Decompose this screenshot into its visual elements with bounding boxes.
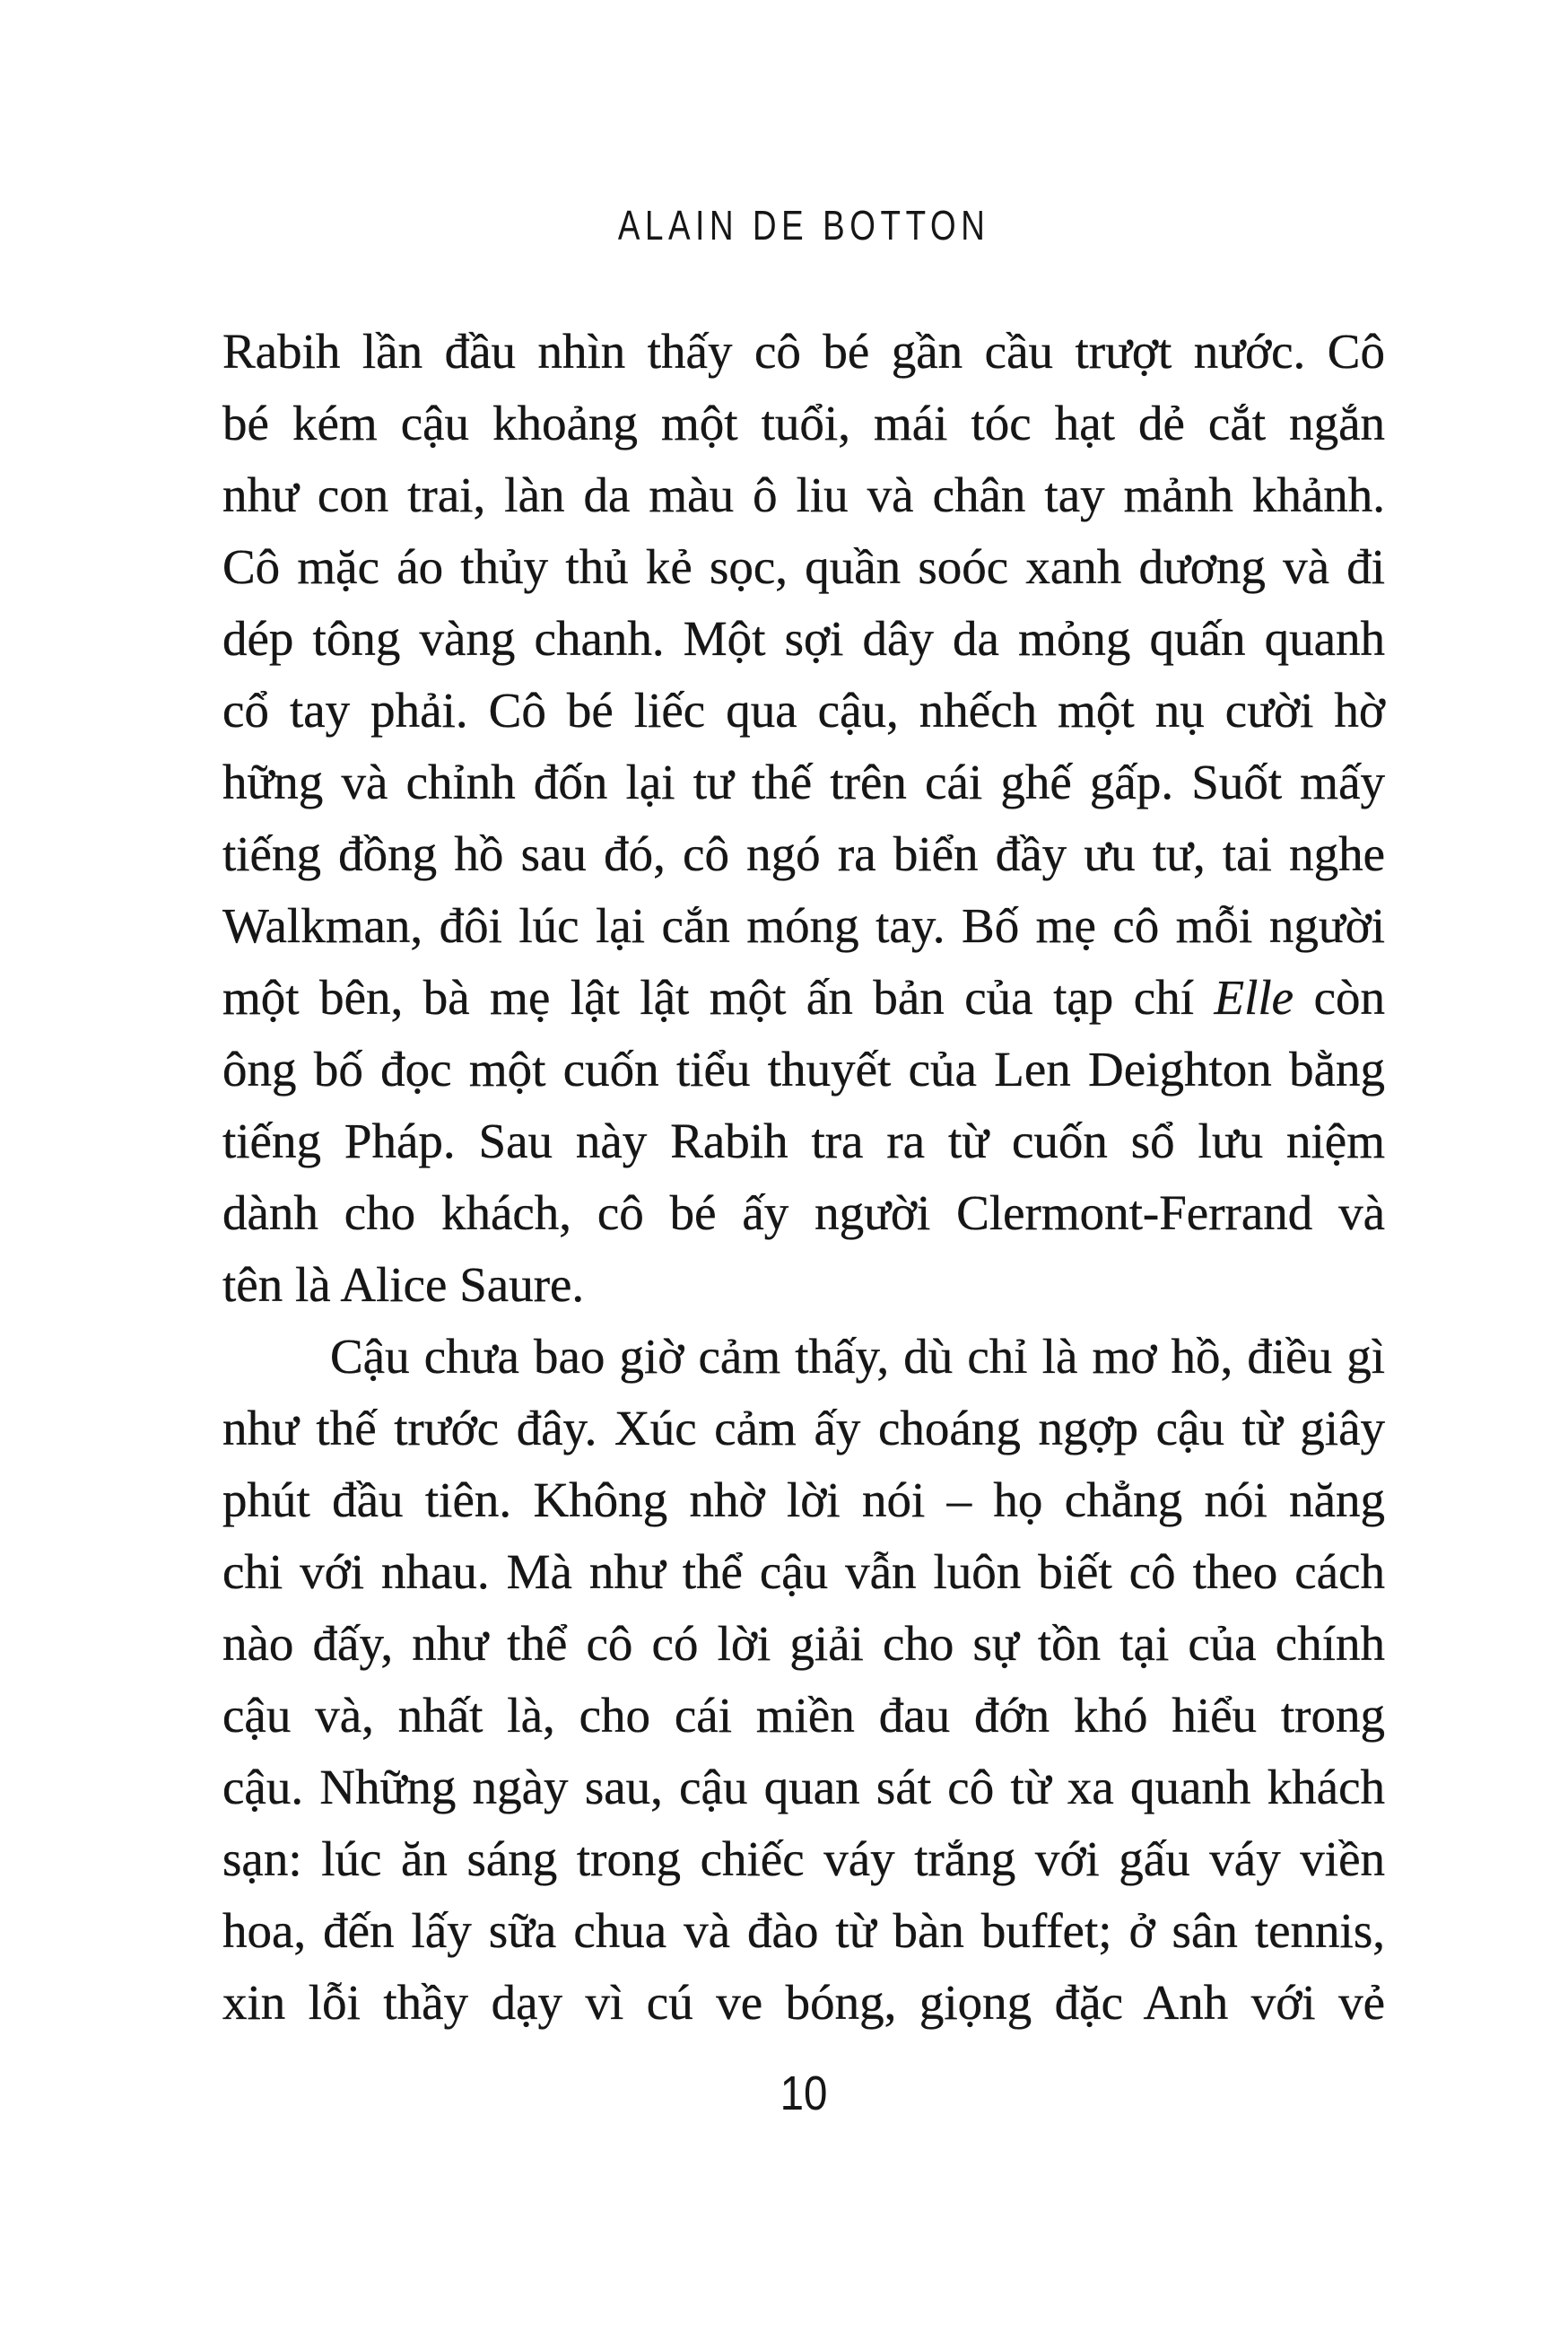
text-run: nào đấy, như thể cô có lời giải cho sự tồn tại của chính xyxy=(222,1616,1385,1671)
text-line xyxy=(222,747,1385,818)
running-header xyxy=(222,202,1385,249)
text-run: Rabih lần đầu nhìn thấy cô bé gần cầu trượt nước. Cô xyxy=(222,324,1385,379)
text-line xyxy=(222,1393,1385,1464)
text-line xyxy=(222,1823,1385,1895)
text-run: tiếng đồng hồ sau đó, cô ngó ra biển đầy ưu tư, tai nghe xyxy=(222,826,1385,881)
text-run: dành cho khách, cô bé ấy người Clermont-Ferrand và xyxy=(222,1185,1385,1240)
text-line xyxy=(222,818,1385,890)
text-line xyxy=(222,531,1385,603)
text-line xyxy=(222,890,1385,962)
text-run: Cô mặc áo thủy thủ kẻ sọc, quần soóc xanh dương và đi xyxy=(222,539,1385,594)
text-line xyxy=(222,1536,1385,1608)
text-run: sạn: lúc ăn sáng trong chiếc váy trắng với gấu váy viền xyxy=(222,1831,1385,1886)
text-run: xin lỗi thầy dạy vì cú ve bóng, giọng đặc Anh với vẻ xyxy=(222,1975,1385,2030)
text-line xyxy=(222,1249,1385,1321)
paragraph xyxy=(222,316,1385,1321)
text-run: bé kém cậu khoảng một tuổi, mái tóc hạt dẻ cắt ngắn xyxy=(222,396,1385,450)
text-run: Walkman, đôi lúc lại cắn móng tay. Bố mẹ cô mỗi người xyxy=(222,898,1385,953)
text-run: dép tông vàng chanh. Một sợi dây da mỏng quấn quanh xyxy=(222,611,1385,666)
text-line xyxy=(222,1105,1385,1177)
text-line xyxy=(222,388,1385,459)
text-line xyxy=(222,459,1385,531)
paragraph xyxy=(222,1321,1385,2039)
italic-run: Elle xyxy=(1214,970,1294,1025)
text-run: như thế trước đây. Xúc cảm ấy choáng ngợp cậu từ giây xyxy=(222,1401,1385,1455)
text-line xyxy=(222,1895,1385,1967)
text-run: như con trai, làn da màu ô liu và chân tay mảnh khảnh. xyxy=(222,467,1385,522)
body-text xyxy=(222,316,1385,2039)
text-run: Cậu chưa bao giờ cảm thấy, dù chỉ là mơ hồ, điều gì xyxy=(330,1329,1385,1384)
text-line xyxy=(222,1464,1385,1536)
author-name: ALAIN DE BOTTON xyxy=(617,202,990,249)
text-run: cậu. Những ngày sau, cậu quan sát cô từ xa quanh khách xyxy=(222,1760,1385,1814)
text-line xyxy=(222,1752,1385,1823)
text-run: còn xyxy=(1294,970,1385,1025)
text-line xyxy=(222,1967,1385,2039)
text-run: một bên, bà mẹ lật lật một ấn bản của tạp chí xyxy=(222,970,1215,1025)
page-number: 10 xyxy=(780,2066,828,2120)
text-run: hoa, đến lấy sữa chua và đào từ bàn buffet; ở sân tennis, xyxy=(222,1903,1385,1958)
text-line xyxy=(222,1034,1385,1105)
text-line xyxy=(222,316,1385,388)
text-line xyxy=(222,1321,1385,1393)
text-line xyxy=(222,603,1385,675)
text-run: tiếng Pháp. Sau này Rabih tra ra từ cuốn sổ lưu niệm xyxy=(222,1114,1385,1168)
text-line xyxy=(222,675,1385,747)
text-line xyxy=(222,1608,1385,1680)
text-run: chi với nhau. Mà như thể cậu vẫn luôn biết cô theo cách xyxy=(222,1544,1385,1599)
text-run: ông bố đọc một cuốn tiểu thuyết của Len Deighton bằng xyxy=(222,1042,1385,1097)
text-run: tên là Alice Saure. xyxy=(222,1257,585,1312)
text-line xyxy=(222,1680,1385,1752)
text-line xyxy=(222,1177,1385,1249)
text-run: cậu và, nhất là, cho cái miền đau đớn khó hiểu trong xyxy=(222,1688,1385,1743)
text-line xyxy=(222,962,1385,1034)
text-run: phút đầu tiên. Không nhờ lời nói – họ chẳng nói năng xyxy=(222,1472,1385,1527)
text-run: hững và chỉnh đốn lại tư thế trên cái ghế gấp. Suốt mấy xyxy=(222,755,1385,809)
text-run: cổ tay phải. Cô bé liếc qua cậu, nhếch một nụ cười hờ xyxy=(222,683,1385,738)
page-footer xyxy=(222,2066,1385,2120)
